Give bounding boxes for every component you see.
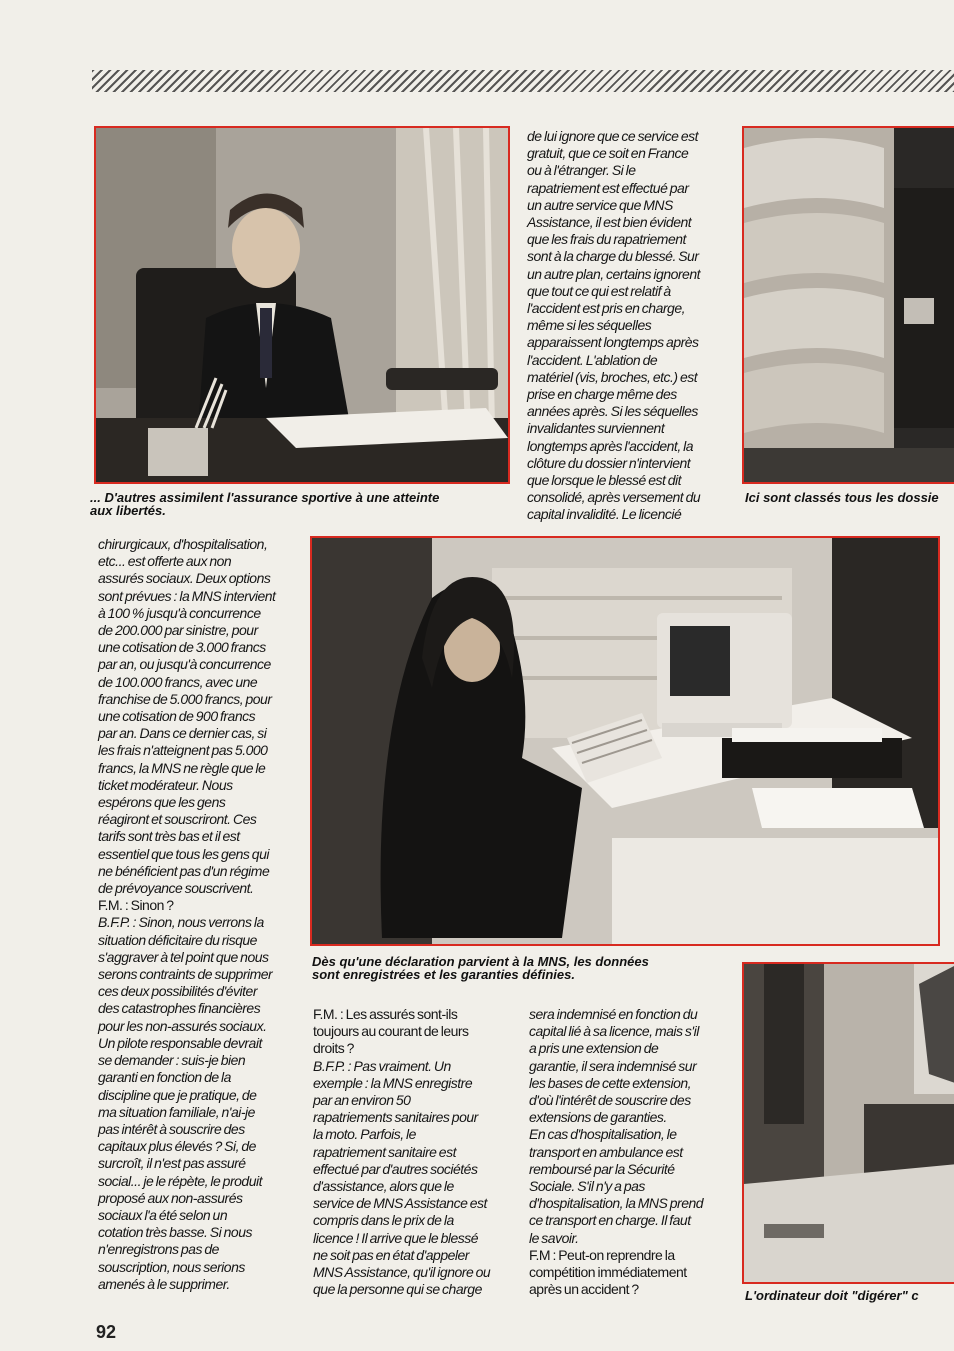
text-line: d'hospitalisation, la MNS prend: [529, 1195, 704, 1212]
text-line: capital lié à sa licence, mais s'il: [529, 1023, 699, 1040]
caption-photo-2-line-1: Ici sont classés tous les dossie: [745, 490, 939, 505]
photo-computer-room: [742, 962, 954, 1284]
text-line: de prévoyance souscrivent.: [98, 880, 254, 897]
text-line: gratuit, que ce soit en France: [527, 145, 689, 162]
text-line: ces deux possibilités d'éviter: [98, 983, 257, 1000]
text-line: rapatriement sanitaire est: [313, 1143, 456, 1160]
text-line: a pris une extension de: [529, 1040, 659, 1057]
text-line: que la personne qui se charge: [313, 1281, 482, 1298]
text-line: chirurgicaux, d'hospitalisation,: [98, 536, 268, 552]
text-line: ce transport en charge. Il faut: [529, 1212, 691, 1229]
text-line: F.M : Peut-on reprendre la: [529, 1246, 675, 1263]
text-line: garantie, il sera indemnisé sur: [529, 1057, 697, 1074]
text-line: compris dans le prix de la: [313, 1212, 454, 1229]
text-line: après un accident ?: [529, 1281, 639, 1298]
text-line: capital invalidité. Le licencié: [527, 506, 682, 523]
caption-photo-1-line-2: aux libertés.: [90, 503, 166, 518]
text-line: Un pilote responsable devrait: [98, 1034, 262, 1051]
text-line: par an. Dans ce dernier cas, si: [98, 725, 267, 742]
text-line: effectué par d'autres sociétés: [313, 1160, 478, 1177]
text-line: années après. Si les séquelles: [527, 403, 698, 420]
text-line: franchise de 5.000 francs, pour: [98, 690, 272, 707]
photo-woman-at-computer: [310, 536, 940, 946]
text-line: n'enregistrons pas de: [98, 1241, 219, 1258]
text-column-top-middle: [527, 128, 700, 524]
text-line: longtemps après l'accident, la: [527, 437, 693, 454]
caption-photo-3: [312, 955, 649, 981]
caption-photo-2: [745, 491, 939, 504]
text-line: les bases de cette extension,: [529, 1074, 692, 1091]
text-line: ma situation familiale, n'ai-je: [98, 1103, 255, 1120]
text-line: que lorsque le blessé est dit: [527, 472, 682, 489]
text-line: transport en ambulance est: [529, 1143, 683, 1160]
text-column-bottom-middle: [313, 1006, 490, 1298]
text-line: social... je le répète, le produit: [98, 1172, 262, 1189]
text-line: toujours au courant de leurs: [313, 1023, 469, 1040]
text-line: B.F.P. : Sinon, nous verrons la: [98, 914, 264, 931]
text-line: réagiront et souscriront. Ces: [98, 811, 257, 828]
text-line: F.M. : Les assurés sont-ils: [313, 1006, 458, 1022]
caption-photo-4-line-1: L'ordinateur doit "digérer" c: [745, 1288, 919, 1303]
text-line: Sociale. S'il n'y a pas: [529, 1178, 645, 1195]
text-line: surcroît, il n'est pas assuré: [98, 1155, 246, 1172]
caption-photo-3-line-1: Dès qu'une déclaration parvient à la MNS, les données: [312, 954, 649, 969]
text-line: invalidantes surviennent: [527, 420, 665, 437]
text-line: tarifs sont très bas et il est: [98, 828, 240, 845]
text-line: clôture du dossier n'intervient: [527, 454, 691, 471]
text-line: MNS Assistance, qu'il ignore ou: [313, 1264, 491, 1281]
text-line: une cotisation de 3.000 francs: [98, 639, 266, 656]
text-line: de lui ignore que ce service est: [527, 128, 698, 144]
text-line: exemple : la MNS enregistre: [313, 1074, 473, 1091]
decorative-chevron-band: [92, 70, 954, 92]
text-line: essentiel que tous les gens qui: [98, 845, 269, 862]
text-line: compétition immédiatement: [529, 1264, 687, 1281]
text-line: F.M. : Sinon ?: [98, 897, 174, 914]
text-line: remboursé par la Sécurité: [529, 1160, 675, 1177]
text-line: un autre service que MNS: [527, 196, 673, 213]
text-line: souscription, nous serions: [98, 1258, 245, 1275]
text-line: matériel (vis, broches, etc.) est: [527, 368, 698, 385]
text-line: d'où l'intérêt de souscrire des: [529, 1092, 691, 1109]
text-line: cotation très basse. Si nous: [98, 1224, 252, 1241]
text-line: sociaux l'a été selon un: [98, 1206, 228, 1223]
text-line: serons contraints de supprimer: [98, 966, 273, 983]
caption-photo-4: [745, 1289, 919, 1302]
text-line: pas intérêt à souscrire des: [98, 1120, 245, 1137]
text-line: assurés sociaux. Deux options: [98, 570, 271, 587]
text-line: amenés à le supprimer.: [98, 1275, 230, 1292]
text-line: espérons que les gens: [98, 794, 226, 811]
text-line: même si les séquelles: [527, 317, 652, 334]
text-line: sont prévues : la MNS intervient: [98, 587, 276, 604]
text-line: prise en charge même des: [527, 386, 677, 403]
text-line: les frais n'atteignent pas 5.000: [98, 742, 268, 759]
text-line: des catastrophes financières: [98, 1000, 261, 1017]
text-line: licence ! Il arrive que le blessé: [313, 1229, 479, 1246]
text-line: le savoir.: [529, 1229, 579, 1246]
text-line: droits ?: [313, 1040, 354, 1057]
text-column-left: [98, 536, 275, 1293]
text-line: d'assistance, alors que le: [313, 1178, 454, 1195]
text-line: situation déficitaire du risque: [98, 931, 257, 948]
text-line: discipline que je pratique, de: [98, 1086, 257, 1103]
text-line: s'aggraver à tel point que nous: [98, 948, 269, 965]
text-line: de 100.000 francs, avec une: [98, 673, 258, 690]
text-line: sont à la charge du blessé. Sur: [527, 248, 699, 265]
text-line: que tout ce qui est relatif à: [527, 282, 671, 299]
text-line: ne soit pas en état d'appeler: [313, 1246, 469, 1263]
text-line: l'accident. L'ablation de: [527, 351, 658, 368]
text-line: garanti en fonction de la: [98, 1069, 231, 1086]
photo-man-at-desk: [94, 126, 510, 484]
text-line: de 200.000 par sinistre, pour: [98, 622, 258, 639]
text-line: francs, la MNS ne règle que le: [98, 759, 266, 776]
text-line: capitaux plus élevés ? Si, de: [98, 1138, 256, 1155]
text-line: proposé aux non-assurés: [98, 1189, 243, 1206]
text-line: pour les non-assurés sociaux.: [98, 1017, 267, 1034]
photo-file-shelves: [742, 126, 954, 484]
text-line: la moto. Parfois, le: [313, 1126, 416, 1143]
text-line: Assistance, il est bien évident: [527, 214, 692, 231]
text-line: ne bénéficient pas d'un régime: [98, 862, 270, 879]
caption-photo-3-line-2: sont enregistrées et les garanties définies.: [312, 967, 575, 982]
text-line: ou à l'étranger. Si le: [527, 162, 636, 179]
text-line: que les frais du rapatriement: [527, 231, 686, 248]
text-line: une cotisation de 900 francs: [98, 708, 256, 725]
text-line: rapatriement est effectué par: [527, 179, 689, 196]
caption-photo-1-line-1: ... D'autres assimilent l'assurance sportive à une atteinte: [90, 490, 440, 505]
text-line: par an environ 50: [313, 1092, 411, 1109]
text-line: l'accident est pris en charge,: [527, 300, 685, 317]
text-line: ticket modérateur. Nous: [98, 776, 233, 793]
text-line: En cas d'hospitalisation, le: [529, 1126, 677, 1143]
text-column-bottom-right: [529, 1006, 703, 1298]
text-line: etc... est offerte aux non: [98, 553, 232, 570]
text-line: rapatriements sanitaires pour: [313, 1109, 478, 1126]
text-line: sera indemnisé en fonction du: [529, 1006, 698, 1022]
text-line: apparaissent longtemps après: [527, 334, 699, 351]
caption-photo-1: [90, 491, 439, 517]
text-line: se demander : suis-je bien: [98, 1052, 246, 1069]
text-line: extensions de garanties.: [529, 1109, 667, 1126]
text-line: service de MNS Assistance est: [313, 1195, 487, 1212]
page-number: 92: [96, 1322, 117, 1342]
text-line: par an, ou jusqu'à concurrence: [98, 656, 271, 673]
text-line: un autre plan, certains ignorent: [527, 265, 701, 282]
text-line: B.F.P. : Pas vraiment. Un: [313, 1057, 451, 1074]
text-line: consolidé, après versement du: [527, 489, 701, 506]
text-line: à 100 % jusqu'à concurrence: [98, 604, 261, 621]
